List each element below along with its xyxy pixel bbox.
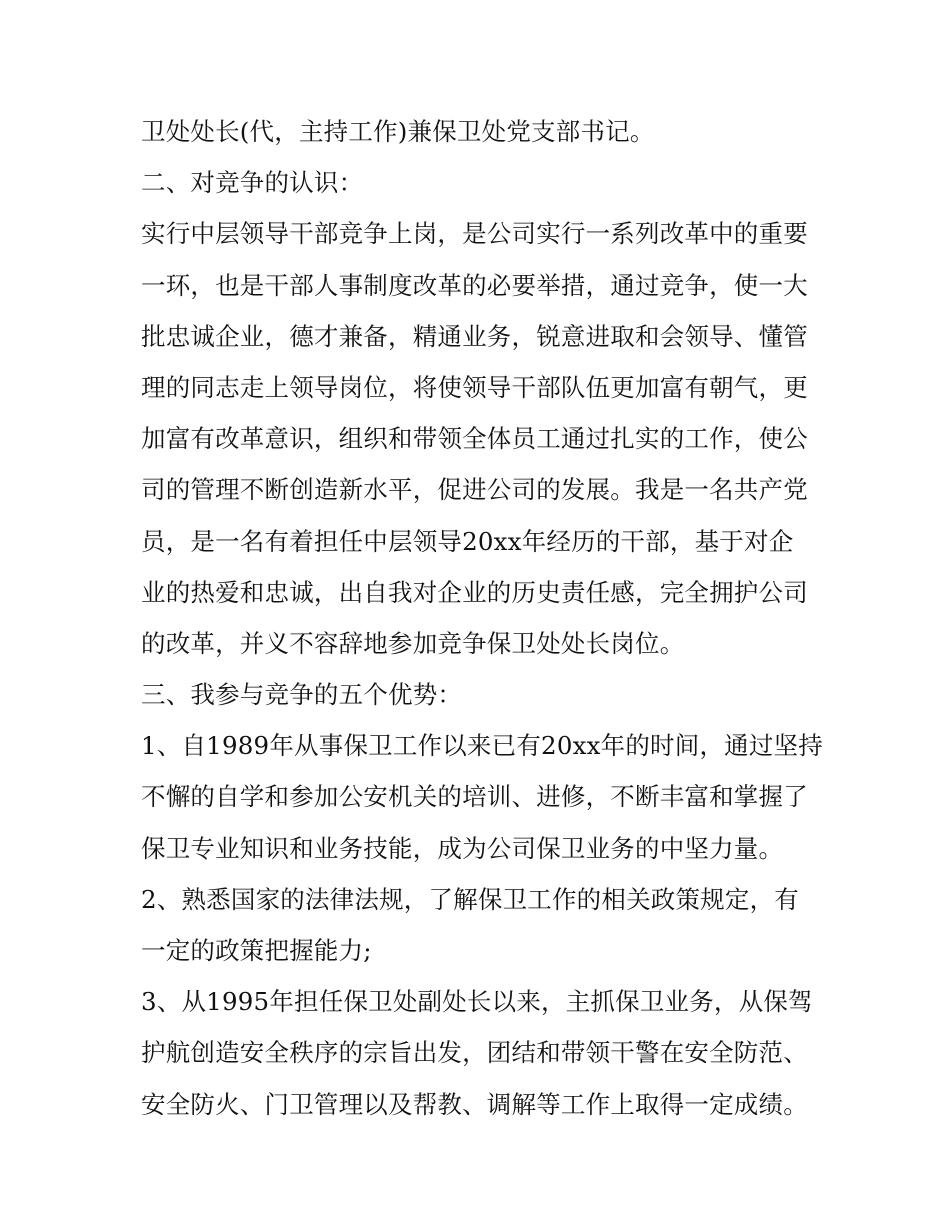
list-item-line: 安全防火、门卫管理以及帮教、调解等工作上取得一定成绩。 [141, 1089, 808, 1119]
list-item-line: 3、从1995年担任保卫处副处长以来，主抓保卫业务，从保驾 [141, 987, 813, 1017]
list-item-line: 不懈的自学和参加公安机关的培训、进修，不断丰富和掌握了 [141, 782, 808, 812]
list-item-line: 2、熟悉国家的法律法规，了解保卫工作的相关政策规定，有 [141, 884, 799, 914]
text-line: 司的管理不断创造新水平，促进公司的发展。我是一名共产党 [141, 475, 808, 505]
text-line: 实行中层领导干部竞争上岗，是公司实行一系列改革中的重要 [141, 219, 808, 249]
list-item-line: 一定的政策把握能力; [141, 936, 372, 965]
list-item-line: 护航创造安全秩序的宗旨出发，团结和带领干警在安全防范、 [141, 1038, 808, 1068]
text-line: 理的同志走上领导岗位，将使领导干部队伍更加富有朝气，更 [141, 372, 808, 402]
text-line: 员，是一名有着担任中层领导20xx年经历的干部，基于对企 [141, 526, 794, 556]
document-body [141, 106, 823, 1130]
text-line: 卫处处长(代，主持工作)兼保卫处党支部书记。 [141, 117, 655, 146]
text-line: 批忠诚企业，德才兼备，精通业务，锐意进取和会领导、懂管 [141, 321, 808, 351]
section-heading: 三、我参与竞争的五个优势： [141, 680, 463, 710]
list-item-line: 保卫专业知识和业务技能，成为公司保卫业务的中坚力量。 [141, 833, 784, 863]
text-line: 业的热爱和忠诚，出自我对企业的历史责任感，完全拥护公司 [141, 577, 808, 607]
text-line: 的改革，并义不容辞地参加竞争保卫处处长岗位。 [141, 628, 685, 658]
text-line: 一环，也是干部人事制度改革的必要举措，通过竞争，使一大 [141, 270, 808, 300]
list-item-line: 1、自1989年从事保卫工作以来已有20xx年的时间，通过坚持 [141, 731, 823, 761]
section-heading: 二、对竞争的认识： [141, 168, 364, 198]
text-line: 加富有改革意识，组织和带领全体员工通过扎实的工作，使公 [141, 424, 808, 454]
